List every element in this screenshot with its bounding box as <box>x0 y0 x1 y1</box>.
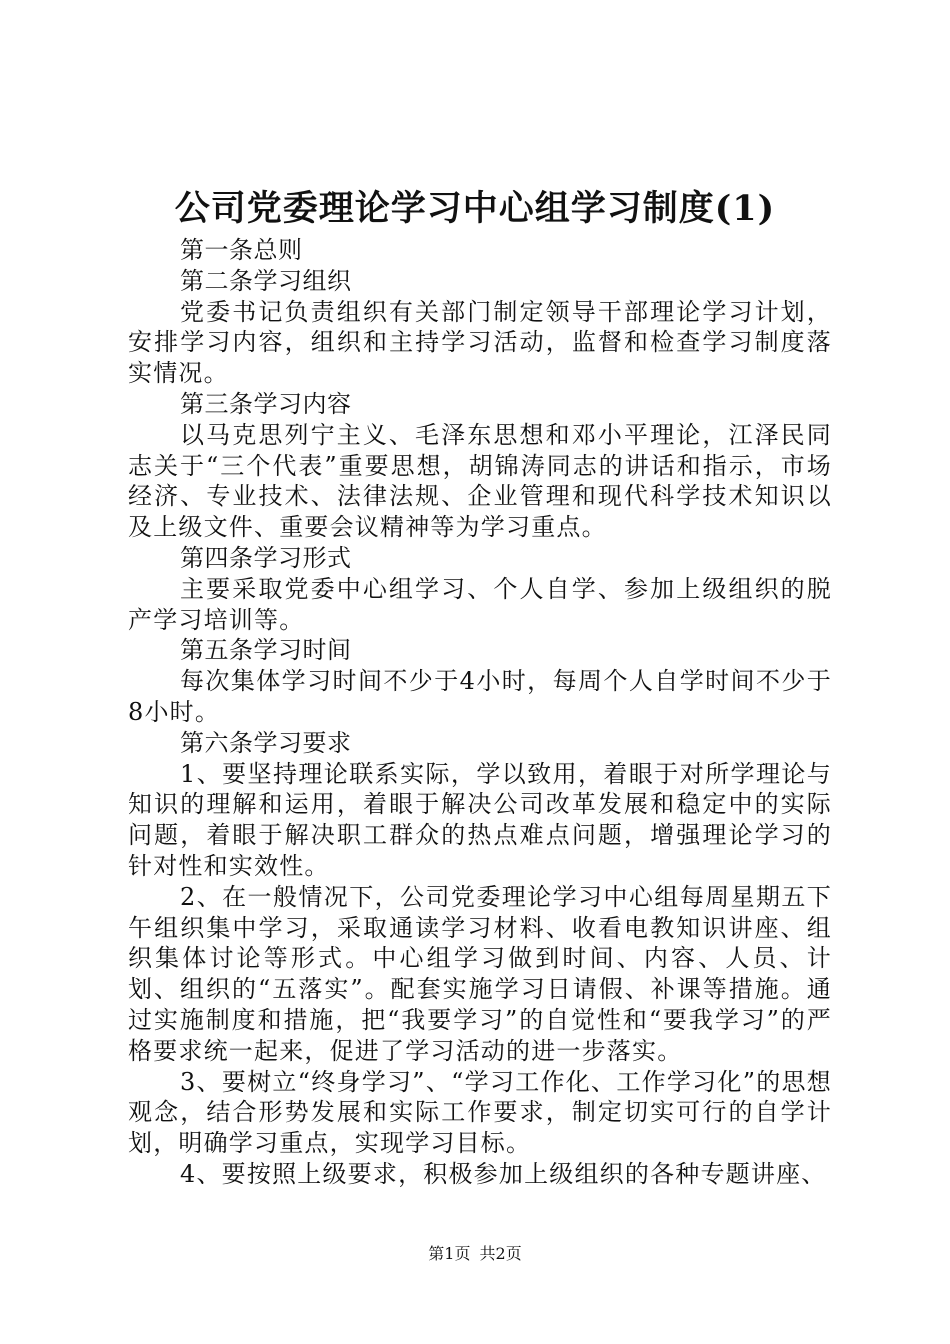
article-heading: 第一条总则 <box>180 236 303 264</box>
body-paragraph: 主要采取党委中心组学习、个人自学、参加上级组织的脱产学习培训等。 <box>128 574 832 634</box>
body-paragraph: 4、要按照上级要求，积极参加上级组织的各种专题讲座、 <box>180 1159 827 1188</box>
page-footer <box>0 1243 950 1265</box>
page-number-total: 共2页 <box>479 1244 522 1263</box>
body-paragraph: 党委书记负责组织有关部门制定领导干部理论学习计划，安排学习内容，组织和主持学习活动，监督和检查学习制度落实情况。 <box>128 297 832 388</box>
article-heading: 第二条学习组织 <box>180 266 352 295</box>
body-paragraph: 2、在一般情况下，公司党委理论学习中心组每周星期五下午组织集中学习，采取通读学习材料、收看电教知识讲座、组织集体讨论等形式。中心组学习做到时间、内容、人员、计划、组织的“五落实”。配套实施学习日请假、补课等措施。通过实施制度和措施，把“我要学习”的自觉性和“要我学习”的严格要求统一起来，促进了学习活动的进一步落实。 <box>128 882 832 1065</box>
body-paragraph: 1、要坚持理论联系实际，学以致用，着眼于对所学理论与知识的理解和运用，着眼于解决公司改革发展和稳定中的实际问题，着眼于解决职工群众的热点难点问题，增强理论学习的针对性和实效性。 <box>128 759 832 880</box>
body-paragraph: 3、要树立“终身学习”、“学习工作化、工作学习化”的思想观念，结合形势发展和实际工作要求，制定切实可行的自学计划，明确学习重点，实现学习目标。 <box>128 1067 832 1158</box>
article-heading: 第六条学习要求 <box>180 728 352 757</box>
article-heading: 第三条学习内容 <box>180 389 352 418</box>
body-paragraph: 以马克思列宁主义、毛泽东思想和邓小平理论，江泽民同志关于“三个代表”重要思想，胡锦涛同志的讲话和指示，市场经济、专业技术、法律法规、企业管理和现代科学技术知识以及上级文件、重要会议精神等为学习重点。 <box>128 420 832 542</box>
document-title: 公司党委理论学习中心组学习制度(1) <box>174 188 776 229</box>
body-paragraph: 每次集体学习时间不少于4小时，每周个人自学时间不少于8小时。 <box>128 667 832 726</box>
article-heading: 第五条学习时间 <box>180 636 352 665</box>
document-body <box>128 235 832 1190</box>
article-heading: 第四条学习形式 <box>180 543 352 572</box>
page-number-current: 第1页 <box>428 1244 471 1263</box>
